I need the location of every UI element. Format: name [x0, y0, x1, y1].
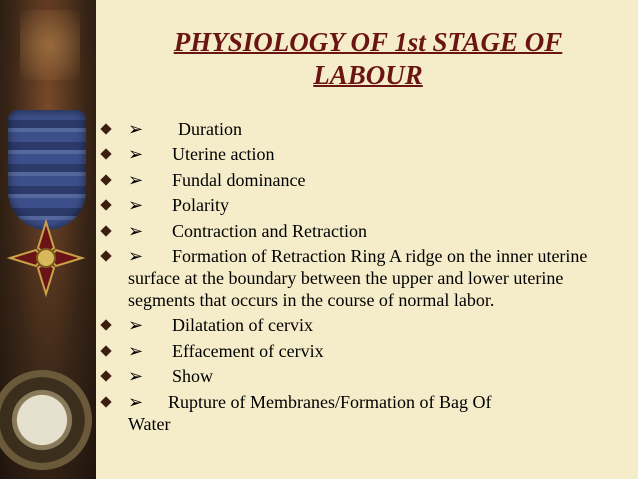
list-item-text: Fundal dominance — [172, 169, 306, 190]
list-item — [98, 391, 638, 435]
list-item-text: Duration — [178, 119, 242, 139]
diamond-bullet-icon — [100, 345, 111, 356]
list-item-text: Dilatation of cervix — [172, 315, 313, 336]
diamond-bullet-icon — [100, 200, 111, 211]
list-item-text: Polarity — [172, 195, 229, 216]
arrow-bullet-icon: ➢ — [128, 340, 144, 361]
slide-content — [98, 0, 638, 479]
diamond-bullet-icon — [100, 250, 111, 261]
list-item-text: Formation of Retraction Ring A ridge on the inner uterine surface at the boundary between the upper and lower uterine segments that occurs in the course of normal labor. — [128, 245, 588, 310]
arrow-bullet-icon: ➢ — [128, 391, 144, 412]
title-line-1: PHYSIOLOGY OF 1st STAGE OF — [173, 27, 563, 57]
slide-title — [98, 26, 638, 92]
medal-ribbon-image — [8, 110, 86, 230]
list-item-text: Rupture of Membranes/Formation of Bag Of Water — [128, 391, 492, 434]
arrow-bullet-icon: ➢ — [128, 119, 144, 139]
decorative-side-image — [0, 0, 96, 479]
list-item — [98, 245, 638, 311]
list-item-text: Contraction and Retraction — [172, 220, 367, 241]
arrow-bullet-icon: ➢ — [128, 144, 144, 165]
arrow-bullet-icon: ➢ — [128, 220, 144, 241]
list-item — [98, 314, 638, 336]
diamond-bullet-icon — [100, 123, 111, 134]
arrow-bullet-icon: ➢ — [128, 366, 144, 387]
list-item — [98, 169, 638, 191]
arrow-bullet-icon: ➢ — [128, 195, 144, 216]
diamond-bullet-icon — [100, 370, 111, 381]
list-item — [98, 365, 638, 387]
list-item — [98, 118, 638, 140]
list-item — [98, 194, 638, 216]
bullet-list — [98, 118, 638, 438]
arrow-bullet-icon: ➢ — [128, 315, 144, 336]
list-item — [98, 143, 638, 165]
list-item — [98, 220, 638, 242]
diamond-bullet-icon — [100, 149, 111, 160]
diamond-bullet-icon — [100, 225, 111, 236]
title-line-2: LABOUR — [313, 60, 423, 90]
decorative-stain — [20, 10, 80, 80]
list-item-text: Show — [172, 366, 214, 387]
diamond-bullet-icon — [100, 320, 111, 331]
diamond-bullet-icon — [100, 396, 111, 407]
diamond-bullet-icon — [100, 174, 111, 185]
list-item-text: Uterine action — [172, 144, 275, 165]
list-item — [98, 340, 638, 362]
list-item-text: Effacement of cervix — [172, 340, 324, 361]
arrow-bullet-icon: ➢ — [128, 169, 144, 190]
compass-image — [0, 370, 92, 470]
arrow-bullet-icon: ➢ — [128, 245, 144, 266]
cross-medal-icon — [6, 218, 86, 298]
